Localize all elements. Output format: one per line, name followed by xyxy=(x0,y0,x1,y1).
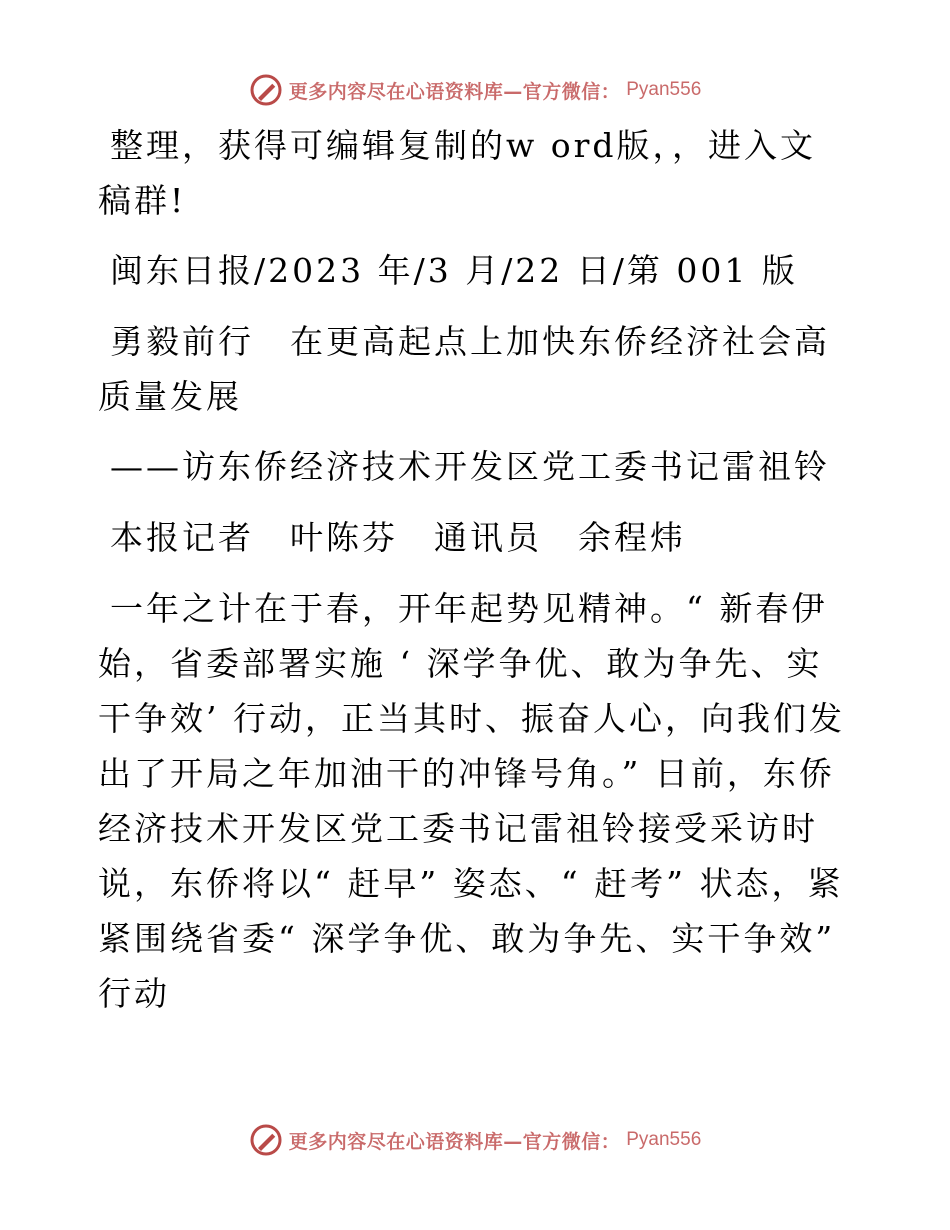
pen-logo-icon xyxy=(249,1123,283,1157)
body-paragraph: 一年之计在于春，开年起势见精神。“ 新春伊始，省委部署实施 ‘ 深学争优、敢为争先、实干争效’ 行动，正当其时、振奋人心，向我们发出了开局之年加油干的冲锋号角。” 日前，东侨经济技术开发区党工委书记雷祖铃接受采访时说，东侨将以“ 赶早” 姿态、“ 赶考” 状态，紧紧围绕省委“ 深学争优、敢为争先、实干争效” 行动 xyxy=(98,589,845,1013)
article-subtitle: ——访东侨经济技术开发区党工委书记雷祖铃 xyxy=(110,447,830,486)
banner-wechat-id: Pyan556 xyxy=(626,1129,702,1150)
banner-text: 更多内容尽在心语资料库—官方微信： xyxy=(288,80,621,103)
byline: 本报记者 叶陈芬 通讯员 余程炜 xyxy=(110,518,686,557)
intro-paragraph: 整理，获得可编辑复制的w ord版，，进入文稿群! xyxy=(98,126,817,220)
header-watermark-banner xyxy=(0,70,950,110)
banner-wechat-id: Pyan556 xyxy=(626,79,702,100)
footer-watermark-banner xyxy=(0,1120,950,1160)
source-line: 闽东日报/2023 年/3 月/22 日/第 001 版 xyxy=(110,251,798,290)
document-body xyxy=(98,118,850,1036)
article-title: 勇毅前行 在更高起点上加快东侨经济社会高质量发展 xyxy=(98,322,830,416)
pen-logo-icon xyxy=(249,73,283,107)
banner-text: 更多内容尽在心语资料库—官方微信： xyxy=(288,1130,621,1153)
